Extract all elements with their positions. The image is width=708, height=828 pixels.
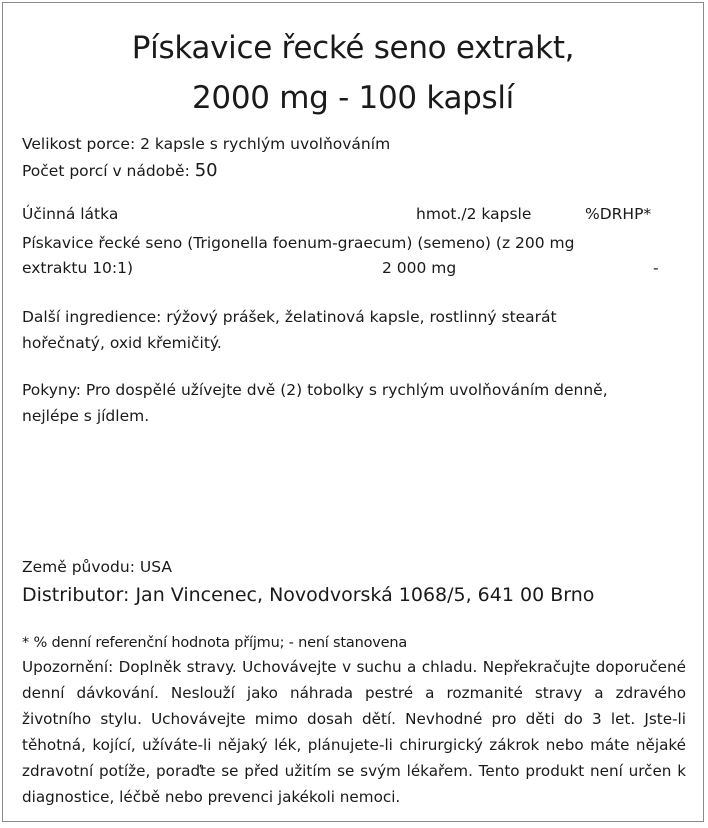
product-title-line-2: 2000 mg - 100 kapslí	[192, 80, 514, 116]
product-title-line-1: Pískavice řecké seno extrakt,	[131, 30, 575, 66]
other-ingredients	[22, 304, 686, 356]
directions	[22, 377, 686, 429]
header-amount: hmot./2 kapsle	[416, 205, 532, 223]
ingredient-drhp: -	[653, 259, 659, 277]
other-ingredients-line-2: hořečnatý, oxid křemičitý.	[22, 334, 222, 352]
serving-size: Velikost porce: 2 kapsle s rychlým uvolňováním	[22, 135, 391, 153]
warning-text: Upozornění: Doplněk stravy. Uchovávejte v suchu a chladu. Nepřekračujte doporučené denní dávkování. Neslouží jako náhrada pestré a rozmanité stravy a zdravého životního stylu. Uchovávejte mimo dosah dětí. Nevhodné pro děti do 3 let. Jste-li těhotná, kojící, užíváte-li nějaký lék, plánujete-li chirurgický zákrok nebo máte nějaké zdravotní potíže, poraďte se před užitím se svým lékařem. Tento produkt není určen k diagnostice, léčbě nebo prevenci jakékoli nemoci.	[22, 658, 686, 806]
servings-per-container	[22, 159, 218, 183]
header-drhp: %DRHP*	[585, 205, 652, 223]
directions-line-2: nejlépe s jídlem.	[22, 407, 150, 425]
ingredient-name-line-2: extraktu 10:1)	[22, 259, 134, 277]
supplement-label	[2, 2, 704, 822]
other-ingredients-line-1: Další ingredience: rýžový prášek, želatinová kapsle, rostlinný stearát	[22, 308, 557, 326]
header-ingredient: Účinná látka	[22, 205, 119, 223]
distributor: Distributor: Jan Vincenec, Novodvorská 1068/5, 641 00 Brno	[22, 584, 595, 606]
directions-line-1: Pokyny: Pro dospělé užívejte dvě (2) tobolky s rychlým uvolňováním denně,	[22, 381, 608, 399]
servings-label: Počet porcí v nádobě:	[22, 162, 190, 180]
country-of-origin: Země původu: USA	[22, 558, 172, 576]
footnote: * % denní referenční hodnota příjmu; - není stanovena	[22, 635, 408, 651]
servings-value: 50	[194, 160, 218, 181]
ingredient-name-line-1: Pískavice řecké seno (Trigonella foenum-graecum) (semeno) (z 200 mg	[22, 234, 575, 252]
ingredient-amount: 2 000 mg	[382, 259, 457, 277]
product-title	[3, 23, 703, 123]
